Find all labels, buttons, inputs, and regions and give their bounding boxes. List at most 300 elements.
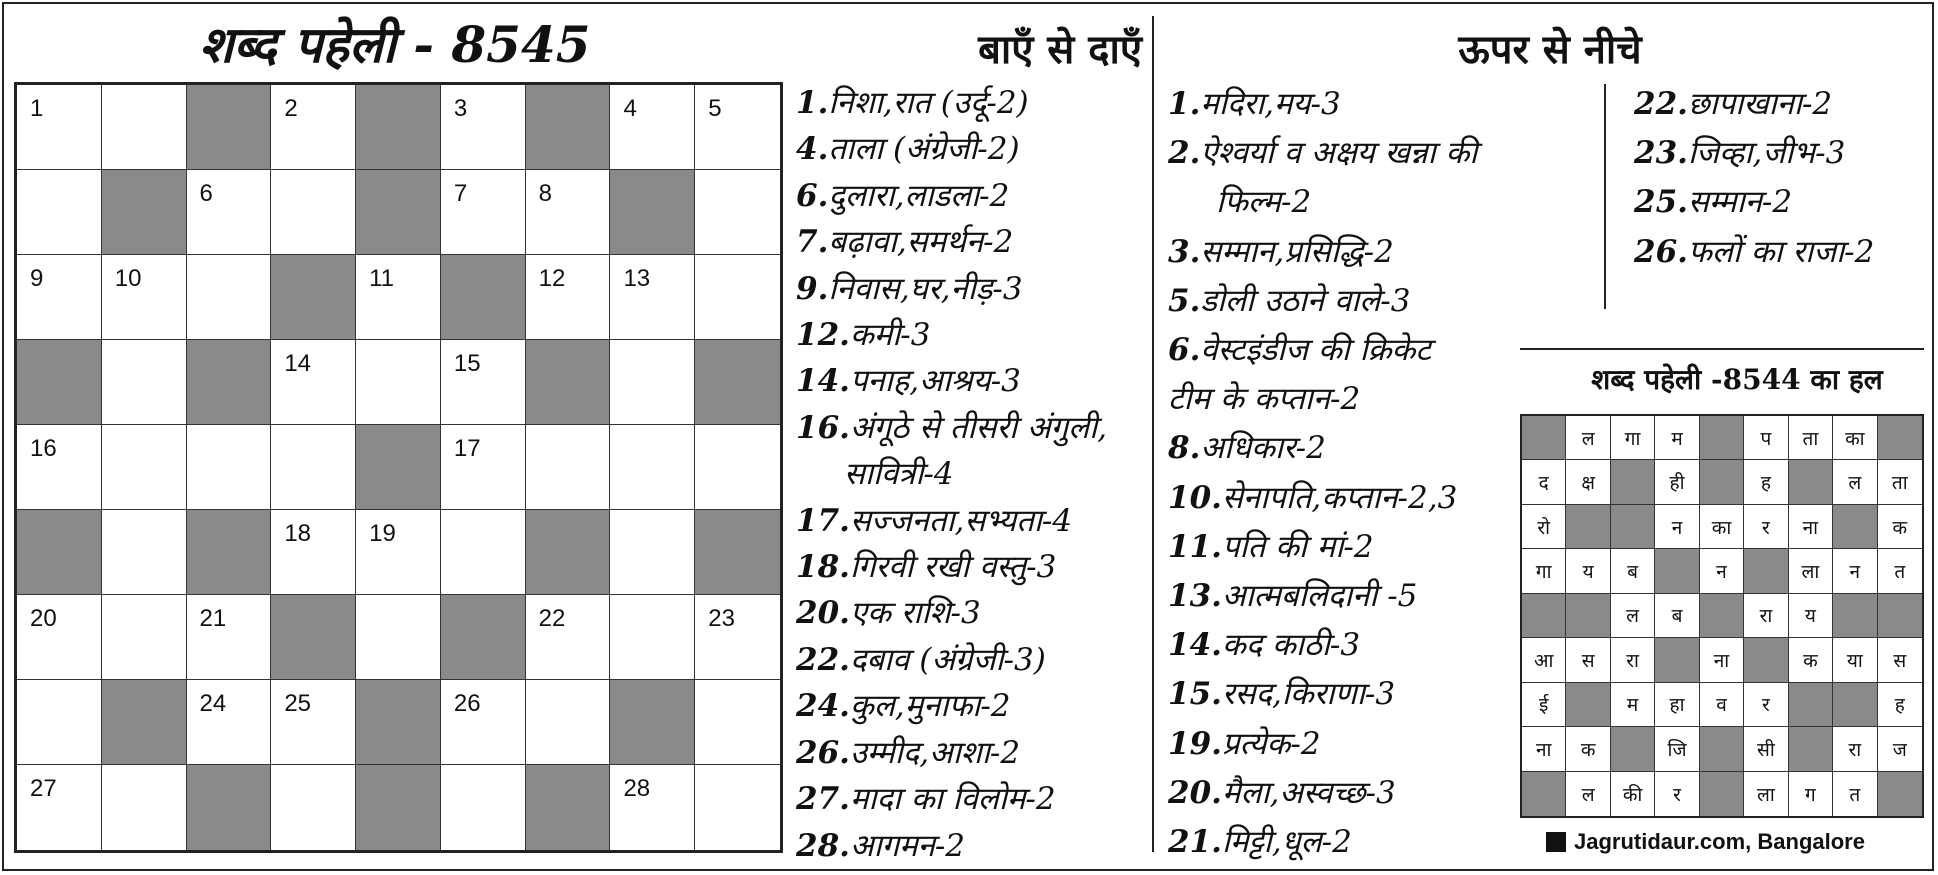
solution-title: शब्द पहेली -8544 का हल bbox=[1591, 363, 1883, 396]
solution-cell: रो bbox=[1522, 505, 1566, 549]
clue-number: 19. bbox=[1168, 725, 1222, 762]
solution-cell: क bbox=[1878, 505, 1922, 549]
solution-cell: ल bbox=[1566, 772, 1610, 816]
solution-cell-black bbox=[1700, 460, 1744, 504]
clue-text: पनाह,आश्रय-3 bbox=[849, 363, 1021, 400]
clue-item bbox=[1168, 621, 1477, 670]
solution-cell: गा bbox=[1611, 416, 1655, 460]
grid-cell[interactable] bbox=[695, 680, 780, 765]
grid-cell[interactable] bbox=[695, 255, 780, 340]
solution-cell-black bbox=[1833, 505, 1877, 549]
clue-item bbox=[796, 730, 1107, 776]
clue-item bbox=[796, 637, 1107, 683]
solution-grid bbox=[1520, 414, 1924, 818]
grid-cell[interactable] bbox=[17, 595, 102, 680]
grid-cell[interactable] bbox=[271, 680, 356, 765]
divider-across-down bbox=[1152, 16, 1154, 852]
clue-number: 1. bbox=[1168, 86, 1201, 122]
solution-cell: ब bbox=[1611, 549, 1655, 593]
grid-cell-black bbox=[526, 340, 611, 425]
grid-cell[interactable] bbox=[356, 340, 441, 425]
clue-text: जिव्हा,जीभ-3 bbox=[1687, 135, 1846, 172]
clue-text: मैला,अस्वच्छ-3 bbox=[1221, 774, 1396, 811]
grid-cell[interactable] bbox=[526, 425, 611, 510]
clue-number: 6. bbox=[796, 177, 829, 214]
solution-cell: ज bbox=[1878, 727, 1922, 771]
clue-number: 11. bbox=[1168, 528, 1222, 565]
solution-cell: त bbox=[1833, 772, 1877, 816]
grid-cell[interactable] bbox=[610, 340, 695, 425]
clue-text: मिट्टी,धूल-2 bbox=[1221, 824, 1352, 861]
clue-text: पति की मां-2 bbox=[1221, 528, 1374, 565]
solution-cell: गा bbox=[1522, 549, 1566, 593]
solution-cell: ला bbox=[1789, 549, 1833, 593]
clue-text: डोली उठाने वाले-3 bbox=[1200, 282, 1411, 319]
clue-item bbox=[1634, 228, 1874, 277]
cell-number: 6 bbox=[199, 180, 213, 207]
clue-number: 6. bbox=[1168, 332, 1201, 369]
cell-number: 19 bbox=[369, 520, 396, 547]
cell-number: 2 bbox=[284, 95, 298, 122]
grid-cell[interactable] bbox=[610, 595, 695, 680]
solution-cell: न bbox=[1833, 549, 1877, 593]
cell-number: 27 bbox=[30, 775, 57, 802]
cell-number: 7 bbox=[453, 180, 468, 207]
grid-cell[interactable] bbox=[356, 510, 441, 595]
clue-item bbox=[1168, 228, 1477, 277]
solution-cell: ता bbox=[1878, 460, 1922, 504]
clue-text: सेनापति,कप्तान-2,3 bbox=[1221, 479, 1458, 516]
grid-cell[interactable] bbox=[441, 765, 526, 850]
solution-cell: आ bbox=[1522, 638, 1566, 682]
solution-cell-black bbox=[1566, 594, 1610, 638]
clue-item bbox=[796, 498, 1107, 544]
grid-cell[interactable] bbox=[102, 85, 187, 170]
clue-text: अधिकार-2 bbox=[1200, 430, 1326, 467]
solution-cell: ता bbox=[1789, 416, 1833, 460]
solution-cell-black bbox=[1611, 460, 1655, 504]
solution-cell: व bbox=[1700, 683, 1744, 727]
solution-cell-black bbox=[1744, 549, 1788, 593]
cell-number: 10 bbox=[114, 265, 142, 292]
clue-text: निशा,रात (उर्दू-2) bbox=[828, 85, 1029, 121]
cell-number: 22 bbox=[538, 605, 566, 632]
clue-item bbox=[1168, 720, 1477, 769]
cell-number: 5 bbox=[708, 95, 722, 122]
cell-number: 18 bbox=[284, 520, 312, 547]
grid-cell[interactable] bbox=[271, 510, 356, 595]
clue-number: 27. bbox=[796, 781, 850, 818]
grid-cell[interactable] bbox=[526, 255, 611, 340]
solution-cell-black bbox=[1655, 638, 1699, 682]
cell-number: 11 bbox=[369, 265, 395, 292]
clue-number: 18. bbox=[796, 549, 850, 586]
grid-cell-black bbox=[17, 510, 102, 595]
grid-cell-black bbox=[356, 85, 441, 170]
clue-item bbox=[796, 544, 1107, 590]
grid-cell-black bbox=[102, 680, 187, 765]
clue-item bbox=[1634, 178, 1874, 227]
grid-cell[interactable] bbox=[187, 170, 272, 255]
grid-cell-black bbox=[187, 765, 272, 850]
grid-cell-black bbox=[695, 340, 780, 425]
solution-cell-black bbox=[1833, 594, 1877, 638]
grid-cell[interactable] bbox=[610, 85, 695, 170]
clue-number: 20. bbox=[1168, 774, 1222, 811]
cell-number: 28 bbox=[623, 775, 651, 802]
solution-cell: य bbox=[1789, 594, 1833, 638]
publisher-credit bbox=[1546, 826, 1865, 858]
solution-cell: र bbox=[1744, 505, 1788, 549]
clue-text: अंगूठे से तीसरी अंगुली, bbox=[849, 409, 1108, 446]
clue-text: कुल,मुनाफा-2 bbox=[849, 688, 1011, 725]
solution-cell: रा bbox=[1833, 727, 1877, 771]
clue-text: रसद,किराणा-3 bbox=[1221, 676, 1396, 713]
clue-item bbox=[796, 590, 1107, 636]
grid-cell-black bbox=[526, 765, 611, 850]
grid-cell[interactable] bbox=[441, 340, 526, 425]
solution-cell-black bbox=[1522, 416, 1566, 460]
solution-cell: ल bbox=[1833, 460, 1877, 504]
grid-cell[interactable] bbox=[102, 340, 187, 425]
clue-item bbox=[1168, 178, 1477, 227]
clue-text: कमी-3 bbox=[849, 317, 931, 354]
cell-number: 8 bbox=[538, 180, 553, 207]
grid-cell[interactable] bbox=[441, 85, 526, 170]
grid-cell[interactable] bbox=[695, 425, 780, 510]
clue-number: 8. bbox=[1168, 430, 1201, 467]
solution-cell: सी bbox=[1744, 727, 1788, 771]
cell-number: 25 bbox=[284, 690, 312, 717]
solution-cell: न bbox=[1655, 505, 1699, 549]
grid-cell[interactable] bbox=[187, 680, 272, 765]
solution-cell: रा bbox=[1611, 638, 1655, 682]
solution-cell: की bbox=[1611, 772, 1655, 816]
clue-item bbox=[1168, 769, 1477, 818]
solution-cell: ल bbox=[1566, 416, 1610, 460]
clue-text: गिरवी रखी वस्तु-3 bbox=[849, 549, 1057, 586]
clue-item bbox=[1168, 326, 1477, 375]
clue-item bbox=[796, 126, 1107, 172]
across-heading: बाएँ से दाएँ bbox=[978, 26, 1142, 73]
solution-cell: क bbox=[1789, 638, 1833, 682]
solution-cell: म bbox=[1655, 416, 1699, 460]
clue-text: प्रत्येक-2 bbox=[1221, 725, 1321, 762]
grid-cell[interactable] bbox=[441, 170, 526, 255]
clue-number: 28. bbox=[796, 827, 850, 864]
clue-text: सावित्री-4 bbox=[844, 456, 954, 493]
solution-cell-black bbox=[1833, 683, 1877, 727]
grid-cell[interactable] bbox=[271, 85, 356, 170]
solution-cell: ग bbox=[1789, 772, 1833, 816]
solution-cell-black bbox=[1655, 549, 1699, 593]
solution-divider bbox=[1520, 348, 1924, 350]
grid-cell[interactable] bbox=[610, 255, 695, 340]
grid-cell[interactable] bbox=[17, 425, 102, 510]
grid-cell[interactable] bbox=[102, 255, 187, 340]
solution-cell: स bbox=[1566, 638, 1610, 682]
clue-text: सम्मान,प्रसिद्धि-2 bbox=[1200, 233, 1394, 270]
clue-text: कद काठी-3 bbox=[1221, 627, 1361, 664]
solution-cell: का bbox=[1700, 505, 1744, 549]
down-clues-column-1 bbox=[1168, 80, 1477, 867]
grid-cell-black bbox=[695, 510, 780, 595]
grid-cell[interactable] bbox=[187, 255, 272, 340]
grid-cell[interactable] bbox=[441, 680, 526, 765]
grid-cell[interactable] bbox=[526, 170, 611, 255]
grid-cell-black bbox=[356, 425, 441, 510]
clue-number: 14. bbox=[1168, 627, 1222, 664]
grid-cell[interactable] bbox=[441, 425, 526, 510]
solution-cell-black bbox=[1789, 460, 1833, 504]
grid-cell-black bbox=[526, 510, 611, 595]
clue-item bbox=[1634, 129, 1874, 178]
clue-text: मादा का विलोम-2 bbox=[849, 781, 1056, 818]
clue-item bbox=[1168, 129, 1477, 178]
grid-cell[interactable] bbox=[271, 425, 356, 510]
solution-cell: त bbox=[1878, 549, 1922, 593]
solution-cell-black bbox=[1700, 416, 1744, 460]
clue-item bbox=[1168, 572, 1477, 621]
solution-cell: स bbox=[1878, 638, 1922, 682]
clue-number: 25. bbox=[1634, 184, 1688, 221]
solution-cell: र bbox=[1655, 772, 1699, 816]
black-square-icon bbox=[1546, 832, 1566, 852]
clue-text: ताला (अंग्रेजी-2) bbox=[828, 131, 1020, 168]
grid-cell[interactable] bbox=[17, 680, 102, 765]
clue-text: निवास,घर,नीड़-3 bbox=[828, 270, 1023, 307]
clue-item bbox=[1168, 375, 1477, 424]
clue-item bbox=[796, 173, 1107, 219]
grid-cell[interactable] bbox=[695, 85, 780, 170]
grid-cell[interactable] bbox=[187, 425, 272, 510]
grid-cell[interactable] bbox=[441, 510, 526, 595]
clue-text: वेस्टइंडीज की क्रिकेट bbox=[1200, 332, 1431, 369]
grid-cell[interactable] bbox=[187, 595, 272, 680]
credit-text: Jagrutidaur.com, Bangalore bbox=[1574, 829, 1865, 854]
clue-text: दबाव (अंग्रेजी-3) bbox=[849, 641, 1046, 678]
grid-cell[interactable] bbox=[102, 595, 187, 680]
grid-cell[interactable] bbox=[610, 510, 695, 595]
solution-cell: द bbox=[1522, 460, 1566, 504]
grid-cell-black bbox=[441, 595, 526, 680]
solution-cell: ना bbox=[1789, 505, 1833, 549]
clue-item bbox=[796, 266, 1107, 312]
clue-item bbox=[796, 219, 1107, 265]
clue-text: टीम के कप्तान-2 bbox=[1168, 381, 1361, 418]
solution-cell: न bbox=[1700, 549, 1744, 593]
clue-number: 22. bbox=[1634, 86, 1688, 122]
clue-number: 5. bbox=[1168, 282, 1201, 319]
clue-number: 7. bbox=[796, 224, 829, 261]
clue-item bbox=[1168, 523, 1477, 572]
grid-cell-black bbox=[187, 510, 272, 595]
clue-text: उम्मीद,आशा-2 bbox=[849, 734, 1021, 771]
clue-text: आत्मबलिदानी -5 bbox=[1221, 578, 1418, 615]
cell-number: 21 bbox=[199, 605, 227, 632]
cell-number: 24 bbox=[199, 690, 227, 717]
grid-cell[interactable] bbox=[17, 85, 102, 170]
grid-cell-black bbox=[17, 340, 102, 425]
solution-cell: य bbox=[1566, 549, 1610, 593]
grid-cell[interactable] bbox=[17, 765, 102, 850]
grid-cell[interactable] bbox=[526, 595, 611, 680]
clue-text: दुलारा,लाडला-2 bbox=[828, 177, 1010, 214]
solution-cell: प bbox=[1744, 416, 1788, 460]
crossword-grid bbox=[14, 82, 783, 853]
clue-text: सम्मान-2 bbox=[1687, 184, 1793, 221]
solution-cell: का bbox=[1833, 416, 1877, 460]
solution-cell: ला bbox=[1744, 772, 1788, 816]
clue-item bbox=[1168, 424, 1477, 473]
clue-number: 2. bbox=[1168, 135, 1201, 172]
solution-cell: या bbox=[1833, 638, 1877, 682]
grid-cell-black bbox=[356, 765, 441, 850]
cell-number: 1 bbox=[30, 95, 44, 122]
clue-number: 20. bbox=[796, 595, 850, 632]
grid-cell[interactable] bbox=[102, 425, 187, 510]
clue-item bbox=[796, 451, 1107, 497]
grid-cell[interactable] bbox=[17, 170, 102, 255]
grid-cell[interactable] bbox=[102, 510, 187, 595]
solution-cell-black bbox=[1522, 772, 1566, 816]
cell-number: 13 bbox=[623, 265, 651, 292]
grid-cell[interactable] bbox=[102, 765, 187, 850]
clue-number: 26. bbox=[1634, 233, 1688, 270]
grid-cell[interactable] bbox=[695, 170, 780, 255]
grid-cell[interactable] bbox=[695, 765, 780, 850]
grid-cell-black bbox=[441, 255, 526, 340]
clue-text: मदिरा,मय-3 bbox=[1200, 86, 1341, 122]
solution-cell-black bbox=[1789, 727, 1833, 771]
solution-cell-black bbox=[1566, 683, 1610, 727]
clue-item bbox=[1168, 818, 1477, 867]
clue-text: सज्जनता,सभ्यता-4 bbox=[849, 502, 1073, 539]
grid-cell[interactable] bbox=[610, 425, 695, 510]
grid-cell-black bbox=[187, 340, 272, 425]
solution-cell-black bbox=[1522, 594, 1566, 638]
clue-number: 17. bbox=[796, 502, 850, 539]
solution-cell: र bbox=[1744, 683, 1788, 727]
grid-cell[interactable] bbox=[695, 595, 780, 680]
clue-text: बढ़ावा,समर्थन-2 bbox=[828, 224, 1014, 261]
cell-number: 26 bbox=[453, 690, 481, 717]
grid-cell[interactable] bbox=[526, 680, 611, 765]
solution-cell: ना bbox=[1522, 727, 1566, 771]
solution-cell: ल bbox=[1611, 594, 1655, 638]
grid-cell-black bbox=[187, 85, 272, 170]
clue-text: ऐश्वर्या व अक्षय खन्ना की bbox=[1200, 135, 1478, 172]
grid-cell-black bbox=[356, 170, 441, 255]
solution-cell: ना bbox=[1700, 638, 1744, 682]
solution-cell: म bbox=[1611, 683, 1655, 727]
solution-cell-black bbox=[1700, 594, 1744, 638]
solution-cell: जि bbox=[1655, 727, 1699, 771]
solution-cell-black bbox=[1744, 638, 1788, 682]
clue-number: 13. bbox=[1168, 578, 1222, 615]
cell-number: 16 bbox=[30, 435, 57, 462]
cell-number: 17 bbox=[453, 435, 481, 462]
clue-item bbox=[796, 358, 1107, 404]
cell-number: 9 bbox=[30, 265, 44, 292]
solution-cell: ह bbox=[1878, 683, 1922, 727]
grid-cell-black bbox=[356, 680, 441, 765]
solution-cell: रा bbox=[1744, 594, 1788, 638]
cell-number: 23 bbox=[708, 605, 735, 632]
solution-cell-black bbox=[1878, 416, 1922, 460]
clue-number: 10. bbox=[1168, 479, 1222, 516]
clue-item bbox=[796, 80, 1107, 126]
clue-number: 4. bbox=[796, 131, 829, 168]
clue-number: 26. bbox=[796, 734, 850, 771]
clue-text: फलों का राजा-2 bbox=[1687, 233, 1875, 270]
clue-number: 16. bbox=[796, 409, 850, 446]
clue-item bbox=[1168, 474, 1477, 523]
grid-cell[interactable] bbox=[271, 340, 356, 425]
clue-item bbox=[796, 312, 1107, 358]
clue-number: 3. bbox=[1168, 233, 1201, 270]
down-clues-column-2 bbox=[1634, 80, 1874, 277]
clue-text: एक राशि-3 bbox=[849, 595, 981, 632]
solution-cell-black bbox=[1700, 772, 1744, 816]
solution-cell-black bbox=[1700, 727, 1744, 771]
grid-cell[interactable] bbox=[271, 765, 356, 850]
clue-item bbox=[796, 405, 1107, 451]
grid-cell-black bbox=[102, 170, 187, 255]
clue-item bbox=[1168, 670, 1477, 719]
grid-cell-black bbox=[526, 85, 611, 170]
cell-number: 14 bbox=[284, 350, 312, 377]
solution-cell: ह bbox=[1744, 460, 1788, 504]
clue-text: छापाखाना-2 bbox=[1687, 86, 1833, 122]
grid-cell[interactable] bbox=[356, 595, 441, 680]
solution-cell-black bbox=[1878, 594, 1922, 638]
grid-cell[interactable] bbox=[356, 255, 441, 340]
solution-cell-black bbox=[1878, 772, 1922, 816]
solution-cell: क bbox=[1566, 727, 1610, 771]
cell-number: 15 bbox=[453, 350, 481, 377]
clue-item bbox=[796, 683, 1107, 729]
solution-cell-black bbox=[1611, 727, 1655, 771]
solution-cell-black bbox=[1566, 505, 1610, 549]
clue-number: 14. bbox=[796, 363, 850, 400]
grid-cell[interactable] bbox=[610, 765, 695, 850]
grid-cell[interactable] bbox=[271, 170, 356, 255]
across-clues bbox=[796, 80, 1107, 869]
clue-item bbox=[1168, 80, 1477, 129]
solution-cell-black bbox=[1611, 505, 1655, 549]
clue-item bbox=[1168, 277, 1477, 326]
clue-item bbox=[796, 776, 1107, 822]
divider-down-columns bbox=[1604, 84, 1606, 309]
solution-cell-black bbox=[1789, 683, 1833, 727]
clue-number: 12. bbox=[796, 317, 850, 354]
solution-cell: क्ष bbox=[1566, 460, 1610, 504]
clue-number: 23. bbox=[1634, 135, 1688, 172]
solution-cell: हा bbox=[1655, 683, 1699, 727]
clue-number: 22. bbox=[796, 641, 850, 678]
grid-cell-black bbox=[271, 255, 356, 340]
clue-text: आगमन-2 bbox=[849, 827, 966, 864]
clue-text: फिल्म-2 bbox=[1216, 184, 1312, 221]
grid-cell-black bbox=[610, 680, 695, 765]
solution-cell: ब bbox=[1655, 594, 1699, 638]
down-heading: ऊपर से नीचे bbox=[1458, 26, 1642, 73]
cell-number: 20 bbox=[30, 605, 57, 632]
grid-cell[interactable] bbox=[17, 255, 102, 340]
puzzle-title: शब्द पहेली - 8545 bbox=[199, 15, 591, 74]
clue-item bbox=[796, 823, 1107, 869]
